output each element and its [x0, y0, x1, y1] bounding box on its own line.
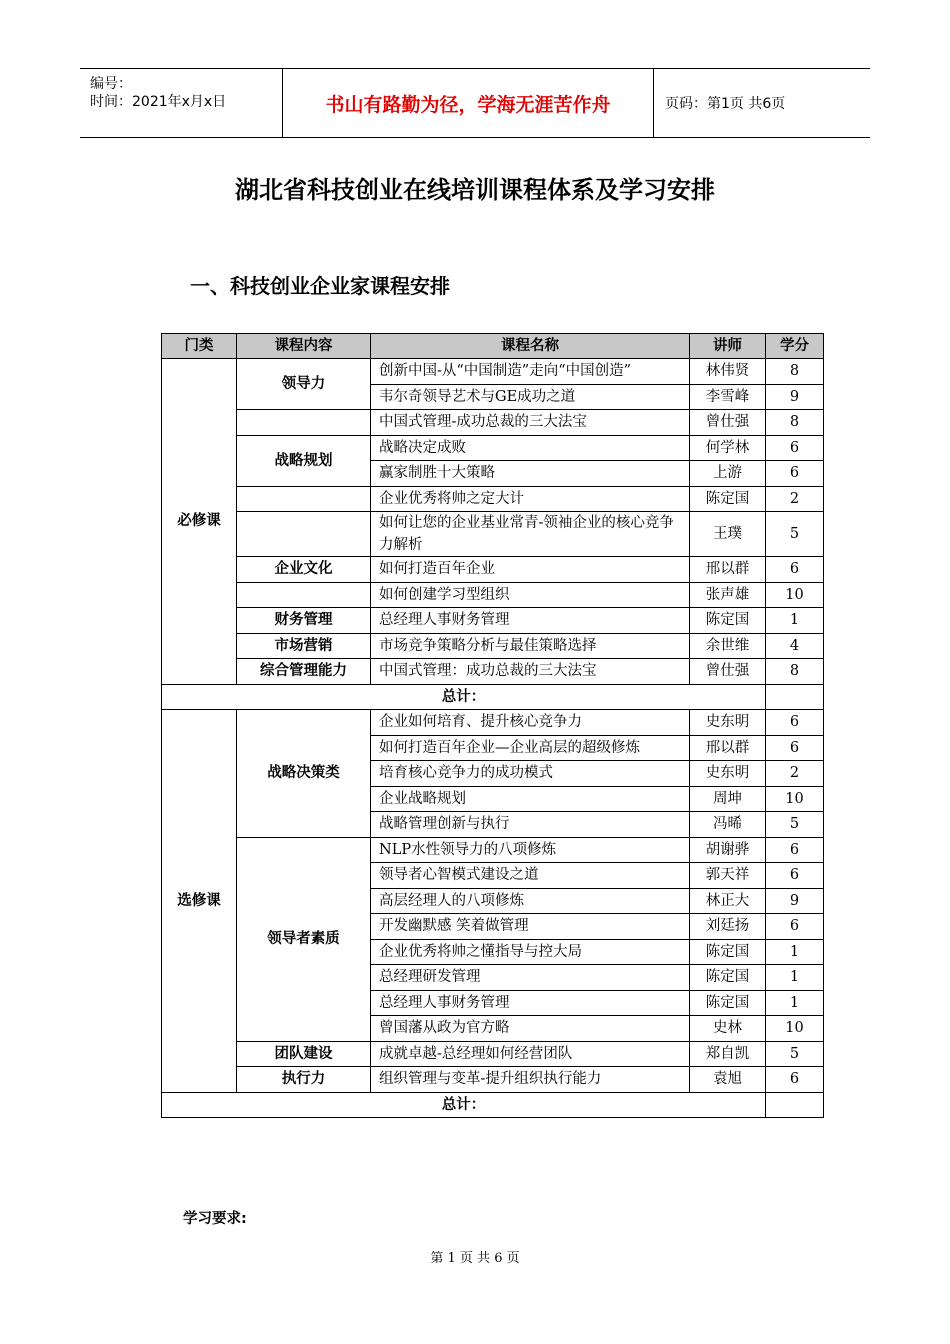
teacher: 陈定国: [690, 965, 766, 991]
table-row: [162, 710, 824, 736]
page-footer: 第 1 页 共 6 页: [430, 1251, 520, 1266]
course-name: 如何打造百年企业—企业高层的超级修炼: [371, 735, 690, 761]
course-name: 中国式管理：成功总裁的三大法宝: [371, 659, 690, 685]
requirements-label: 学习要求:: [183, 1211, 247, 1227]
teacher: 史东明: [690, 710, 766, 736]
total-value: [766, 1092, 824, 1118]
empty-sub-cell: [237, 410, 371, 436]
credit: 6: [766, 1067, 824, 1093]
table-row: [162, 582, 824, 608]
course-name: 开发幽默感 笑着做管理: [371, 914, 690, 940]
col-header-content: 课程内容: [237, 334, 371, 359]
teacher: 何学林: [690, 435, 766, 461]
teacher: 余世维: [690, 633, 766, 659]
table-row: [162, 512, 824, 557]
course-name: 韦尔奇领导艺术与GE成功之道: [371, 384, 690, 410]
credit: 8: [766, 410, 824, 436]
credit: 1: [766, 608, 824, 634]
total-row: [162, 684, 824, 710]
course-name: 战略决定成败: [371, 435, 690, 461]
credit: 10: [766, 582, 824, 608]
teacher: 陈定国: [690, 486, 766, 512]
teacher: 曾仕强: [690, 410, 766, 436]
total-row: [162, 1092, 824, 1118]
teacher: 郭天祥: [690, 863, 766, 889]
table-header-row: [162, 334, 824, 359]
section-title: 一、科技创业企业家课程安排: [190, 274, 450, 298]
teacher: 刘廷扬: [690, 914, 766, 940]
course-name: 企业优秀将帅之懂指导与控大局: [371, 939, 690, 965]
credit: 6: [766, 837, 824, 863]
sub-category: 市场营销: [237, 633, 371, 659]
course-name: 如何打造百年企业: [371, 557, 690, 583]
credit: 6: [766, 461, 824, 487]
credit: 10: [766, 786, 824, 812]
teacher: 袁旭: [690, 1067, 766, 1093]
credit: 1: [766, 965, 824, 991]
teacher: 周坤: [690, 786, 766, 812]
sub-category: 企业文化: [237, 557, 371, 583]
teacher: 邢以群: [690, 557, 766, 583]
teacher: 冯晞: [690, 812, 766, 838]
empty-sub-cell: [237, 512, 371, 557]
sub-category: 综合管理能力: [237, 659, 371, 685]
course-name: 赢家制胜十大策略: [371, 461, 690, 487]
credit: 5: [766, 512, 824, 557]
credit: 9: [766, 888, 824, 914]
motto: 书山有路勤为径，学海无涯苦作舟: [283, 69, 654, 137]
table-row: [162, 557, 824, 583]
table-row: [162, 359, 824, 385]
total-value: [766, 684, 824, 710]
category-elective: 选修课: [162, 710, 237, 1093]
course-name: 中国式管理-成功总裁的三大法宝: [371, 410, 690, 436]
course-name: 企业战略规划: [371, 786, 690, 812]
credit: 2: [766, 486, 824, 512]
code-label: 编号：: [90, 76, 132, 92]
empty-sub-cell: [237, 582, 371, 608]
credit: 1: [766, 939, 824, 965]
credit: 1: [766, 990, 824, 1016]
course-name: 总经理研发管理: [371, 965, 690, 991]
category-required: 必修课: [162, 359, 237, 685]
course-name: 如何创建学习型组织: [371, 582, 690, 608]
sub-category: 战略规划: [237, 435, 371, 486]
course-name: 成就卓越-总经理如何经营团队: [371, 1041, 690, 1067]
sub-category: 战略决策类: [237, 710, 371, 838]
course-name: 如何让您的企业基业常青-领袖企业的核心竞争力解析: [371, 512, 690, 557]
teacher: 邢以群: [690, 735, 766, 761]
table-row: [162, 837, 824, 863]
course-name: 企业如何培育、提升核心竞争力: [371, 710, 690, 736]
sub-category: 领导力: [237, 359, 371, 410]
page-header: [80, 68, 870, 138]
credit: 6: [766, 435, 824, 461]
col-header-credit: 学分: [766, 334, 824, 359]
table-row: [162, 435, 824, 461]
teacher: 张声雄: [690, 582, 766, 608]
credit: 10: [766, 1016, 824, 1042]
col-header-course: 课程名称: [371, 334, 690, 359]
credit: 4: [766, 633, 824, 659]
teacher: 李雪峰: [690, 384, 766, 410]
col-header-category: 门类: [162, 334, 237, 359]
table-row: [162, 1041, 824, 1067]
teacher: 陈定国: [690, 939, 766, 965]
teacher: 曾仕强: [690, 659, 766, 685]
teacher: 王璞: [690, 512, 766, 557]
teacher: 陈定国: [690, 608, 766, 634]
course-name: 总经理人事财务管理: [371, 990, 690, 1016]
table-row: [162, 659, 824, 685]
course-name: 组织管理与变革-提升组织执行能力: [371, 1067, 690, 1093]
page-code: 页码：第1页 共6页: [665, 96, 786, 112]
table-row: [162, 1067, 824, 1093]
document-title: 湖北省科技创业在线培训课程体系及学习安排: [235, 176, 715, 204]
course-name: 高层经理人的八项修炼: [371, 888, 690, 914]
teacher: 胡谢骅: [690, 837, 766, 863]
table-row: [162, 633, 824, 659]
credit: 5: [766, 1041, 824, 1067]
teacher: 陈定国: [690, 990, 766, 1016]
teacher: 林正大: [690, 888, 766, 914]
course-table: [161, 333, 824, 1118]
teacher: 史东明: [690, 761, 766, 787]
total-label: 总计：: [162, 1092, 766, 1118]
col-header-teacher: 讲师: [690, 334, 766, 359]
credit: 6: [766, 710, 824, 736]
credit: 5: [766, 812, 824, 838]
sub-category: 团队建设: [237, 1041, 371, 1067]
credit: 6: [766, 557, 824, 583]
time-label: 时间：2021年x月x日: [90, 94, 227, 110]
table-row: [162, 486, 824, 512]
teacher: 郑自凯: [690, 1041, 766, 1067]
table-row: [162, 608, 824, 634]
course-name: 总经理人事财务管理: [371, 608, 690, 634]
course-name: 战略管理创新与执行: [371, 812, 690, 838]
total-label: 总计：: [162, 684, 766, 710]
credit: 6: [766, 735, 824, 761]
course-name: 市场竞争策略分析与最佳策略选择: [371, 633, 690, 659]
credit: 6: [766, 914, 824, 940]
teacher: 史林: [690, 1016, 766, 1042]
sub-category: 领导者素质: [237, 837, 371, 1041]
course-name: 企业优秀将帅之定大计: [371, 486, 690, 512]
credit: 8: [766, 359, 824, 385]
course-name: 培育核心竞争力的成功模式: [371, 761, 690, 787]
course-name: 创新中国-从“中国制造”走向“中国创造”: [371, 359, 690, 385]
course-name: NLP水性领导力的八项修炼: [371, 837, 690, 863]
credit: 9: [766, 384, 824, 410]
empty-sub-cell: [237, 486, 371, 512]
credit: 6: [766, 863, 824, 889]
teacher: 林伟贤: [690, 359, 766, 385]
sub-category: 财务管理: [237, 608, 371, 634]
course-name: 曾国藩从政为官方略: [371, 1016, 690, 1042]
credit: 2: [766, 761, 824, 787]
credit: 8: [766, 659, 824, 685]
sub-category: 执行力: [237, 1067, 371, 1093]
table-row: [162, 410, 824, 436]
header-info-cell: [80, 69, 283, 137]
course-name: 领导者心智模式建设之道: [371, 863, 690, 889]
teacher: 上游: [690, 461, 766, 487]
